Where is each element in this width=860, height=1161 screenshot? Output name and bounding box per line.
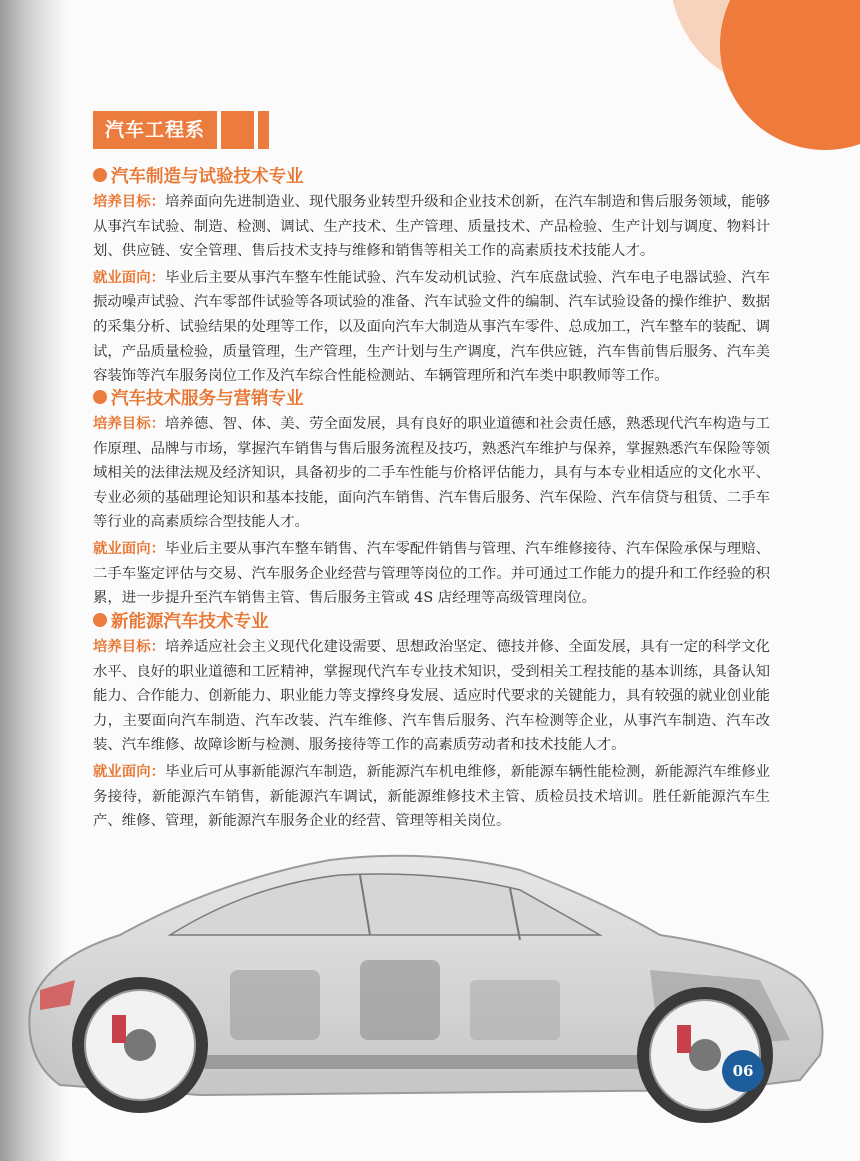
goal-paragraph	[93, 190, 770, 264]
major-section-1	[93, 162, 770, 389]
career-text: 毕业后可从事新能源汽车制造，新能源汽车机电维修，新能源车辆性能检测，新能源汽车维修业务接待，新能源汽车销售，新能源汽车调试，新能源维修技术主管、质检员技术培训。胜任新能源汽车生产、维修、管理，新能源汽车服务企业的经营、管理等相关岗位。	[93, 763, 770, 830]
department-title: 汽车工程系	[93, 111, 217, 149]
bullet-icon	[93, 613, 107, 627]
career-label: 就业面向：	[93, 762, 166, 780]
goal-text: 培养适应社会主义现代化建设需要、思想政治坚定、德技并修、全面发展，具有一定的科学文化水平、良好的职业道德和工匠精神，掌握现代汽车专业技术知识，受到相关工程技能的基本训练，具备认知能力、合作能力、创新能力、职业能力等支撑终身发展、适应时代要求的关键能力，具有较强的就业创业能力，主要面向汽车制造、汽车改装、汽车维修、汽车售后服务、汽车检测等企业，从事汽车制造、汽车改装、汽车维修、故障诊断与检测、服务接待等工作的高素质劳动者和技术技能人才。	[93, 639, 770, 754]
rear-wheel	[72, 977, 208, 1113]
goal-text: 培养面向先进制造业、现代服务业转型升级和企业技术创新，在汽车制造和售后服务领域，能够从事汽车试验、制造、检测、调试、生产技术、生产管理、质量技术、产品检验、生产计划与调度、物料计划、供应链、安全管理、售后技术支持与维修和销售等相关工作的高素质技术技能人才。	[93, 194, 770, 260]
rear-seat	[230, 970, 320, 1040]
page-number-badge: 06	[722, 1050, 764, 1092]
goal-text: 培养德、智、体、美、劳全面发展，具有良好的职业道德和社会责任感，熟悉现代汽车构造与工作原理、品牌与市场，掌握汽车销售与售后服务流程及技巧，熟悉汽车维护与保养，掌握熟悉汽车保险等领域相关的法律法规及经济知识，具备初步的二手车性能与价格评估能力，具有与本专业相适应的文化水平、专业必须的基础理论知识和基本技能，面向汽车销售、汽车售后服务、汽车保险、汽车信贷与租赁、二手车等行业的高素质综合型技能人才。	[93, 416, 770, 531]
career-text: 毕业后主要从事汽车整车性能试验、汽车发动机试验、汽车底盘试验、汽车电子电器试验、汽车振动噪声试验、汽车零部件试验等各项试验的准备、汽车试验文件的编制、汽车试验设备的操作维护、数据的采集分析、试验结果的处理等工作，以及面向汽车大制造从事汽车零件、总成加工，汽车整车的装配、调试，产品质量检验，质量管理，生产管理，生产计划与生产调度，汽车供应链，汽车售前售后服务、汽车美容装饰等汽车服务岗位工作及汽车综合性能检测站、车辆管理所和汽车类中职教师等工作。	[93, 269, 770, 385]
decor-bar	[258, 111, 269, 149]
major-section-3	[93, 607, 770, 834]
goal-label: 培养目标：	[93, 415, 166, 432]
career-paragraph	[93, 537, 770, 611]
major-title: 新能源汽车技术专业	[111, 611, 269, 632]
major-title: 汽车制造与试验技术专业	[111, 166, 304, 187]
goal-label: 培养目标：	[93, 193, 166, 210]
battery-floor	[200, 1055, 660, 1069]
department-header	[93, 111, 269, 149]
goal-label: 培养目标：	[93, 638, 166, 655]
major-title: 汽车技术服务与营销专业	[111, 388, 304, 409]
goal-paragraph	[93, 412, 770, 535]
front-seat	[360, 960, 440, 1040]
goal-paragraph	[93, 635, 770, 758]
career-label: 就业面向：	[93, 268, 166, 286]
decor-circles	[660, 0, 860, 160]
career-text: 毕业后主要从事汽车整车销售、汽车零配件销售与管理、汽车维修接待、汽车保险承保与理赔、二手车鉴定评估与交易、汽车服务企业经营与管理等岗位的工作。并可通过工作能力的提升和工作经验的积累，进一步提升至汽车销售主管、售后服务主管或 4S 店经理等高级管理岗位。	[93, 540, 770, 607]
career-paragraph	[93, 760, 770, 834]
bullet-icon	[93, 168, 107, 182]
decor-circle-orange	[720, 0, 860, 150]
transparent-car-illustration	[0, 840, 860, 1140]
career-paragraph	[93, 266, 770, 389]
bullet-icon	[93, 390, 107, 404]
career-label: 就业面向：	[93, 539, 166, 557]
decor-square	[221, 111, 254, 149]
major-section-2	[93, 384, 770, 611]
